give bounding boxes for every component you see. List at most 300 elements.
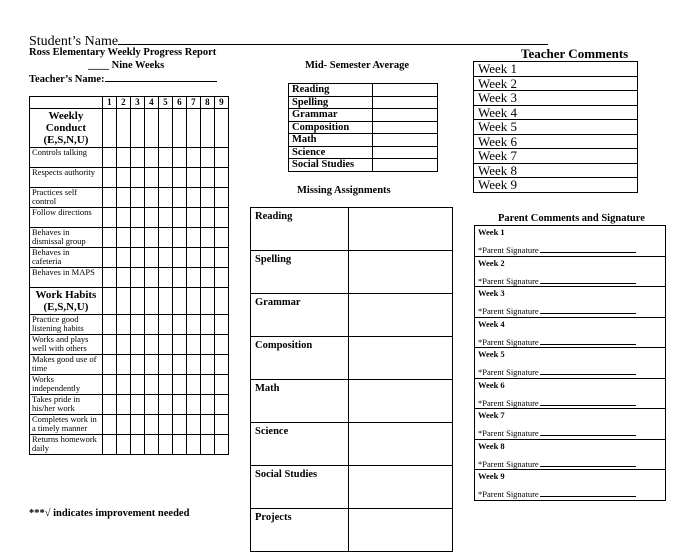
- week-column-header: 7: [186, 97, 200, 109]
- subject-label: Reading: [251, 208, 349, 251]
- grid-cell[interactable]: [144, 248, 158, 268]
- grid-cell[interactable]: [186, 375, 200, 395]
- grid-cell[interactable]: [186, 395, 200, 415]
- mid-semester-row: [289, 159, 438, 172]
- grid-cell[interactable]: [172, 415, 186, 435]
- grid-cell[interactable]: [172, 395, 186, 415]
- grid-cell[interactable]: [200, 268, 214, 288]
- week-label: Week 5: [478, 119, 518, 135]
- missing-assignment-row: [251, 294, 453, 337]
- teacher-comment-field[interactable]: [474, 163, 638, 178]
- missing-assignment-field[interactable]: [349, 380, 453, 423]
- grid-cell[interactable]: [116, 268, 130, 288]
- student-name-field[interactable]: [118, 31, 548, 45]
- grid-cell[interactable]: [116, 435, 130, 455]
- grid-cell[interactable]: [144, 208, 158, 228]
- average-field[interactable]: [373, 109, 438, 122]
- signature-line[interactable]: [540, 283, 636, 284]
- mid-semester-row: [289, 109, 438, 122]
- missing-assignment-field[interactable]: [349, 294, 453, 337]
- footnote: ***√ indicates improvement needed: [29, 508, 190, 519]
- work-habits-title: Work Habits (E,S,N,U): [30, 288, 103, 315]
- grid-cell[interactable]: [214, 148, 228, 168]
- grid-cell[interactable]: [144, 355, 158, 375]
- signature-line[interactable]: [540, 496, 636, 497]
- grid-cell[interactable]: [144, 375, 158, 395]
- grid-cell[interactable]: [214, 288, 228, 315]
- signature-line[interactable]: [540, 405, 636, 406]
- conduct-item-label: Practices self control: [30, 188, 103, 208]
- grid-cell[interactable]: [102, 375, 116, 395]
- week-column-header: 8: [200, 97, 214, 109]
- average-field[interactable]: [373, 159, 438, 172]
- grid-cell[interactable]: [186, 228, 200, 248]
- grid-cell[interactable]: [144, 288, 158, 315]
- parent-comment-field[interactable]: [475, 348, 666, 379]
- grid-cell[interactable]: [130, 315, 144, 335]
- subject-label: Composition: [251, 337, 349, 380]
- grid-cell[interactable]: [200, 315, 214, 335]
- conduct-row: [30, 208, 229, 228]
- signature-label: *Parent Signature: [478, 397, 539, 408]
- parent-signature[interactable]: [478, 245, 662, 255]
- grid-cell[interactable]: [200, 335, 214, 355]
- grid-cell[interactable]: [158, 435, 172, 455]
- work-habits-header-row: [30, 288, 229, 315]
- parent-comment-field[interactable]: [475, 287, 666, 318]
- parent-signature[interactable]: [478, 276, 662, 286]
- grid-cell[interactable]: [116, 375, 130, 395]
- missing-assignment-field[interactable]: [349, 466, 453, 509]
- grid-cell[interactable]: [200, 375, 214, 395]
- grid-cell[interactable]: [158, 188, 172, 208]
- conduct-item-label: Takes pride in his/her work: [30, 395, 103, 415]
- parent-comment-field[interactable]: [475, 439, 666, 470]
- parent-signature[interactable]: [478, 489, 662, 499]
- missing-assignments-table: [250, 207, 453, 552]
- grid-cell[interactable]: [214, 415, 228, 435]
- grid-cell[interactable]: [172, 355, 186, 375]
- grid-cell[interactable]: [116, 208, 130, 228]
- grid-cell[interactable]: [116, 109, 130, 148]
- subject-label: Social Studies: [289, 159, 373, 172]
- conduct-row: [30, 395, 229, 415]
- conduct-item-label: Behaves in dismissal group: [30, 228, 103, 248]
- grid-cell[interactable]: [130, 395, 144, 415]
- grid-cell[interactable]: [144, 435, 158, 455]
- conduct-row: [30, 435, 229, 455]
- grid-cell[interactable]: [214, 268, 228, 288]
- grid-cell[interactable]: [214, 208, 228, 228]
- grid-cell[interactable]: [130, 335, 144, 355]
- grid-cell[interactable]: [158, 415, 172, 435]
- week-label: Week 7: [478, 410, 505, 420]
- grid-cell[interactable]: [144, 228, 158, 248]
- grid-cell[interactable]: [102, 355, 116, 375]
- week-label: Week 8: [478, 162, 518, 178]
- grid-cell[interactable]: [172, 375, 186, 395]
- grid-cell[interactable]: [130, 248, 144, 268]
- grid-cell[interactable]: [158, 375, 172, 395]
- week-column-header: 3: [130, 97, 144, 109]
- grid-cell[interactable]: [172, 168, 186, 188]
- grid-cell[interactable]: [200, 248, 214, 268]
- parent-comment-row: [475, 409, 666, 440]
- week-label: Week 7: [478, 148, 518, 164]
- week-label: Week 9: [478, 177, 518, 193]
- subject-label: Science: [289, 146, 373, 159]
- subject-label: Composition: [289, 121, 373, 134]
- average-field[interactable]: [373, 84, 438, 97]
- conduct-row: [30, 315, 229, 335]
- grid-cell[interactable]: [102, 315, 116, 335]
- week-label: Week 4: [478, 104, 518, 120]
- grid-cell[interactable]: [200, 355, 214, 375]
- grid-cell[interactable]: [102, 288, 116, 315]
- grid-cell[interactable]: [144, 188, 158, 208]
- average-field[interactable]: [373, 96, 438, 109]
- missing-assignment-field[interactable]: [349, 423, 453, 466]
- parent-signature[interactable]: [478, 428, 662, 438]
- grid-cell[interactable]: [200, 228, 214, 248]
- signature-line[interactable]: [540, 374, 636, 375]
- week-label: Week 8: [478, 440, 505, 451]
- subject-label: Grammar: [289, 109, 373, 122]
- grid-cell[interactable]: [214, 395, 228, 415]
- teacher-name-field[interactable]: [105, 71, 217, 82]
- grid-cell[interactable]: [116, 168, 130, 188]
- grid-cell[interactable]: [116, 355, 130, 375]
- grid-cell[interactable]: [172, 188, 186, 208]
- conduct-item-label: Works independently: [30, 375, 103, 395]
- conduct-row: [30, 355, 229, 375]
- grid-cell[interactable]: [130, 208, 144, 228]
- grid-cell[interactable]: [130, 288, 144, 315]
- grid-cell[interactable]: [144, 268, 158, 288]
- teacher-comment-row: [474, 120, 638, 135]
- grid-cell[interactable]: [144, 415, 158, 435]
- week-column-header: 5: [158, 97, 172, 109]
- grid-cell[interactable]: [144, 168, 158, 188]
- grid-cell[interactable]: [200, 288, 214, 315]
- week-label: Week 4: [478, 318, 505, 329]
- grid-cell[interactable]: [130, 268, 144, 288]
- grid-cell[interactable]: [186, 288, 200, 315]
- teacher-comment-field[interactable]: [474, 76, 638, 91]
- grid-cell[interactable]: [102, 248, 116, 268]
- grid-cell[interactable]: [116, 415, 130, 435]
- grid-cell[interactable]: [186, 415, 200, 435]
- grid-cell[interactable]: [116, 395, 130, 415]
- week-label: Week 1: [478, 61, 518, 77]
- grid-cell[interactable]: [172, 109, 186, 148]
- grid-cell[interactable]: [186, 355, 200, 375]
- parent-comment-row: [475, 470, 666, 501]
- grid-cell[interactable]: [214, 109, 228, 148]
- grid-cell[interactable]: [158, 228, 172, 248]
- signature-line[interactable]: [540, 344, 636, 345]
- grid-cell[interactable]: [186, 248, 200, 268]
- grid-cell[interactable]: [214, 315, 228, 335]
- grid-cell[interactable]: [158, 208, 172, 228]
- grid-cell[interactable]: [172, 148, 186, 168]
- grid-cell[interactable]: [102, 335, 116, 355]
- grid-cell[interactable]: [200, 148, 214, 168]
- conduct-row: [30, 228, 229, 248]
- parent-comment-field[interactable]: [475, 317, 666, 348]
- grid-cell[interactable]: [172, 435, 186, 455]
- grid-cell[interactable]: [158, 395, 172, 415]
- subject-label: Projects: [251, 509, 349, 552]
- grid-cell[interactable]: [214, 355, 228, 375]
- grid-cell[interactable]: [116, 188, 130, 208]
- grid-cell[interactable]: [186, 335, 200, 355]
- conduct-row: [30, 248, 229, 268]
- grid-cell[interactable]: [186, 109, 200, 148]
- conduct-row: [30, 168, 229, 188]
- grid-cell[interactable]: [116, 228, 130, 248]
- conduct-item-label: Behaves in MAPS: [30, 268, 103, 288]
- grid-cell[interactable]: [186, 315, 200, 335]
- grid-cell[interactable]: [102, 228, 116, 248]
- teacher-name-label: Teacher’s Name:: [29, 74, 105, 85]
- grid-cell[interactable]: [200, 395, 214, 415]
- teacher-comment-field[interactable]: [474, 91, 638, 106]
- grid-cell[interactable]: [186, 435, 200, 455]
- week-label: Week 6: [478, 379, 505, 390]
- grid-cell[interactable]: [214, 188, 228, 208]
- conduct-item-label: Completes work in a timely manner: [30, 415, 103, 435]
- grid-cell[interactable]: [130, 375, 144, 395]
- week-column-header: 2: [116, 97, 130, 109]
- conduct-row: [30, 335, 229, 355]
- teacher-comment-row: [474, 134, 638, 149]
- parent-signature[interactable]: [478, 459, 662, 469]
- average-field[interactable]: [373, 121, 438, 134]
- teacher-name-row: [29, 71, 217, 85]
- grid-cell[interactable]: [158, 288, 172, 315]
- mid-semester-row: [289, 146, 438, 159]
- teacher-comment-field[interactable]: [474, 105, 638, 120]
- grid-cell[interactable]: [200, 435, 214, 455]
- grid-cell[interactable]: [186, 208, 200, 228]
- grid-cell[interactable]: [158, 109, 172, 148]
- parent-comment-field[interactable]: [475, 409, 666, 440]
- missing-assignment-field[interactable]: [349, 337, 453, 380]
- conduct-row: [30, 188, 229, 208]
- conduct-row: [30, 415, 229, 435]
- grid-cell[interactable]: [102, 188, 116, 208]
- grid-cell[interactable]: [144, 335, 158, 355]
- average-field[interactable]: [373, 146, 438, 159]
- missing-assignment-row: [251, 208, 453, 251]
- grid-cell[interactable]: [214, 168, 228, 188]
- conduct-item-label: Practice good listening habits: [30, 315, 103, 335]
- grid-cell[interactable]: [200, 109, 214, 148]
- missing-assignment-field[interactable]: [349, 509, 453, 552]
- grid-cell[interactable]: [172, 288, 186, 315]
- teacher-comments-title: Teacher Comments: [521, 46, 629, 61]
- parent-comment-row: [475, 317, 666, 348]
- grid-cell[interactable]: [130, 109, 144, 148]
- conduct-item-label: Follow directions: [30, 208, 103, 228]
- grid-cell[interactable]: [214, 375, 228, 395]
- week-label: Week 5: [478, 349, 505, 359]
- weekly-conduct-title: Weekly Conduct (E,S,N,U): [30, 109, 103, 148]
- grid-cell[interactable]: [200, 168, 214, 188]
- grid-cell[interactable]: [116, 335, 130, 355]
- missing-assignment-field[interactable]: [349, 251, 453, 294]
- grid-cell[interactable]: [172, 315, 186, 335]
- teacher-comments-table: [473, 61, 638, 193]
- grid-cell[interactable]: [144, 109, 158, 148]
- grid-cell[interactable]: [102, 109, 116, 148]
- grid-cell[interactable]: [214, 248, 228, 268]
- teacher-comment-row: [474, 163, 638, 178]
- conduct-item-label: Returns homework daily: [30, 435, 103, 455]
- report-title: Ross Elementary Weekly Progress Report: [29, 47, 217, 58]
- signature-line[interactable]: [540, 313, 636, 314]
- grid-cell[interactable]: [116, 315, 130, 335]
- mid-semester-row: [289, 121, 438, 134]
- subject-label: Social Studies: [251, 466, 349, 509]
- grid-cell[interactable]: [102, 168, 116, 188]
- grid-cell[interactable]: [158, 248, 172, 268]
- teacher-comment-row: [474, 91, 638, 106]
- parent-comment-row: [475, 378, 666, 409]
- grid-cell[interactable]: [214, 228, 228, 248]
- subject-label: Reading: [289, 84, 373, 97]
- mid-semester-title: Mid- Semester Average: [305, 60, 409, 71]
- teacher-comment-field[interactable]: [474, 149, 638, 164]
- teacher-comment-row: [474, 178, 638, 193]
- grid-cell[interactable]: [158, 355, 172, 375]
- grid-cell[interactable]: [144, 315, 158, 335]
- grid-cell[interactable]: [186, 268, 200, 288]
- parent-signature[interactable]: [478, 306, 662, 316]
- week-label: Week 2: [478, 75, 518, 91]
- grid-cell[interactable]: [172, 248, 186, 268]
- conduct-row: [30, 375, 229, 395]
- subject-label: Spelling: [289, 96, 373, 109]
- grid-cell[interactable]: [102, 268, 116, 288]
- conduct-row: [30, 268, 229, 288]
- signature-line[interactable]: [540, 466, 636, 467]
- signature-label: *Parent Signature: [478, 489, 539, 499]
- weekly-conduct-header-row: [30, 109, 229, 148]
- grid-cell[interactable]: [186, 168, 200, 188]
- grid-cell[interactable]: [200, 415, 214, 435]
- parent-comment-field[interactable]: [475, 226, 666, 257]
- grid-cell[interactable]: [102, 435, 116, 455]
- grid-cell[interactable]: [130, 228, 144, 248]
- grid-cell[interactable]: [144, 395, 158, 415]
- parent-comment-row: [475, 348, 666, 379]
- grid-cell[interactable]: [116, 288, 130, 315]
- grid-cell[interactable]: [102, 148, 116, 168]
- grid-cell[interactable]: [158, 168, 172, 188]
- grid-cell[interactable]: [200, 208, 214, 228]
- parent-signature[interactable]: [478, 367, 662, 377]
- parent-comment-field[interactable]: [475, 378, 666, 409]
- grid-cell[interactable]: [172, 335, 186, 355]
- grid-cell[interactable]: [116, 148, 130, 168]
- grid-cell[interactable]: [130, 415, 144, 435]
- grid-cell[interactable]: [186, 148, 200, 168]
- grid-cell[interactable]: [214, 335, 228, 355]
- parent-signature[interactable]: [478, 398, 662, 408]
- teacher-comment-field[interactable]: [474, 178, 638, 193]
- teacher-comment-field[interactable]: [474, 134, 638, 149]
- grid-cell[interactable]: [172, 228, 186, 248]
- grid-cell[interactable]: [130, 355, 144, 375]
- parent-comment-field[interactable]: [475, 470, 666, 501]
- conduct-item-label: Behaves in cafeteria: [30, 248, 103, 268]
- grid-cell[interactable]: [102, 208, 116, 228]
- missing-assignments-title: Missing Assignments: [297, 185, 391, 196]
- grid-cell[interactable]: [130, 188, 144, 208]
- teacher-comment-field[interactable]: [474, 120, 638, 135]
- teacher-comment-row: [474, 149, 638, 164]
- signature-label: *Parent Signature: [478, 367, 539, 377]
- mid-semester-row: [289, 134, 438, 147]
- grid-cell[interactable]: [130, 168, 144, 188]
- grid-cell[interactable]: [186, 188, 200, 208]
- signature-label: *Parent Signature: [478, 306, 539, 316]
- conduct-row: [30, 148, 229, 168]
- grid-cell[interactable]: [200, 188, 214, 208]
- week-column-header: 1: [102, 97, 116, 109]
- grid-corner-cell: [30, 97, 103, 109]
- grid-cell[interactable]: [102, 415, 116, 435]
- mid-semester-table: [288, 83, 438, 172]
- week-label: Week 3: [478, 288, 505, 298]
- parent-comment-row: [475, 439, 666, 470]
- signature-line[interactable]: [540, 435, 636, 436]
- student-name-label: Student’s Name: [29, 34, 119, 49]
- grid-cell[interactable]: [158, 315, 172, 335]
- average-field[interactable]: [373, 134, 438, 147]
- grid-cell[interactable]: [158, 268, 172, 288]
- teacher-comment-row: [474, 62, 638, 77]
- grid-cell[interactable]: [130, 148, 144, 168]
- missing-assignment-field[interactable]: [349, 208, 453, 251]
- parent-signature[interactable]: [478, 337, 662, 347]
- conduct-item-label: Respects authority: [30, 168, 103, 188]
- teacher-comment-field[interactable]: [474, 62, 638, 77]
- conduct-item-label: Controls talking: [30, 148, 103, 168]
- grid-cell[interactable]: [172, 208, 186, 228]
- parent-comment-field[interactable]: [475, 256, 666, 287]
- nine-weeks-field[interactable]: ____ Nine Weeks: [88, 60, 165, 71]
- grid-cell[interactable]: [102, 395, 116, 415]
- week-label: Week 2: [478, 257, 505, 268]
- grid-cell[interactable]: [116, 248, 130, 268]
- grid-cell[interactable]: [158, 335, 172, 355]
- signature-label: *Parent Signature: [478, 245, 539, 255]
- parent-comment-row: [475, 287, 666, 318]
- signature-line[interactable]: [540, 252, 636, 253]
- grid-cell[interactable]: [130, 435, 144, 455]
- grid-cell[interactable]: [214, 435, 228, 455]
- grid-cell[interactable]: [158, 148, 172, 168]
- missing-assignment-row: [251, 423, 453, 466]
- parent-comments-table: [474, 225, 666, 501]
- week-label: Week 3: [478, 90, 518, 106]
- signature-label: *Parent Signature: [478, 428, 539, 438]
- grid-cell[interactable]: [172, 268, 186, 288]
- grid-cell[interactable]: [144, 148, 158, 168]
